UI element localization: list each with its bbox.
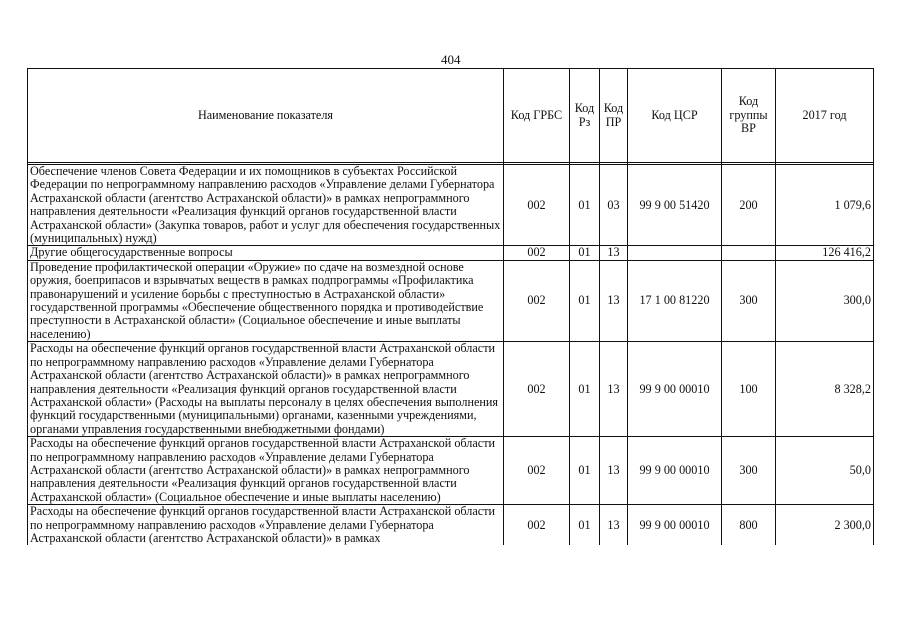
header-csr: Код ЦСР [628, 69, 722, 163]
table-row [28, 165, 874, 246]
page-number: 404 [441, 52, 461, 67]
row-grbs: 002 [504, 165, 570, 246]
table-row [28, 505, 874, 546]
table-row [28, 246, 874, 260]
row-grbs: 002 [504, 342, 570, 437]
row-pr: 03 [600, 165, 628, 246]
row-pr: 13 [600, 246, 628, 260]
row-rz: 01 [570, 505, 600, 546]
row-grbs: 002 [504, 437, 570, 505]
row-rz: 01 [570, 165, 600, 246]
row-pr: 13 [600, 342, 628, 437]
row-vr: 300 [722, 260, 776, 341]
row-name: Расходы на обеспечение функций органов государственной власти Астраханской области по непрограммному направлению расходов «Управление делами Губернатора Астраханской области (агентство Астраханской области)» в рамках непрограммного направления деятельности «Реализация функций органов государственной власти Астраханской области» (Расходы на выплаты персоналу в целях обеспечения выполнения функций государственными (муниципальными) органами, казенными учреждениями, органами управления государственными внебюджетными фондами) [28, 342, 504, 437]
row-amount: 126 416,2 [776, 246, 874, 260]
row-vr: 300 [722, 437, 776, 505]
header-grbs: Код ГРБС [504, 69, 570, 163]
row-pr: 13 [600, 437, 628, 505]
row-amount: 50,0 [776, 437, 874, 505]
row-csr: 99 9 00 51420 [628, 165, 722, 246]
row-vr: 100 [722, 342, 776, 437]
row-csr [628, 246, 722, 260]
row-pr: 13 [600, 260, 628, 341]
header-year: 2017 год [776, 69, 874, 163]
header-pr: Код ПР [600, 69, 628, 163]
row-name: Расходы на обеспечение функций органов государственной власти Астраханской области по непрограммному направлению расходов «Управление делами Губернатора Астраханской области (агентство Астраханской области)» в рамках непрограммного направления деятельности «Реализация функций органов государственной власти Астраханской области» (Социальное обеспечение и иные выплаты населению) [28, 437, 504, 505]
row-amount: 1 079,6 [776, 165, 874, 246]
row-vr: 800 [722, 505, 776, 546]
table-row [28, 260, 874, 341]
row-grbs: 002 [504, 246, 570, 260]
row-amount: 8 328,2 [776, 342, 874, 437]
row-grbs: 002 [504, 260, 570, 341]
table-row [28, 342, 874, 437]
row-csr: 17 1 00 81220 [628, 260, 722, 341]
header-vr: Код группы ВР [722, 69, 776, 163]
header-name: Наименование показателя [28, 69, 504, 163]
header-rz: Код Рз [570, 69, 600, 163]
table-row [28, 437, 874, 505]
row-amount: 2 300,0 [776, 505, 874, 546]
row-rz: 01 [570, 260, 600, 341]
row-csr: 99 9 00 00010 [628, 342, 722, 437]
row-rz: 01 [570, 437, 600, 505]
row-grbs: 002 [504, 505, 570, 546]
budget-table [27, 68, 874, 545]
table-header-row [28, 69, 874, 163]
row-rz: 01 [570, 342, 600, 437]
row-csr: 99 9 00 00010 [628, 437, 722, 505]
row-rz: 01 [570, 246, 600, 260]
row-vr: 200 [722, 165, 776, 246]
row-pr: 13 [600, 505, 628, 546]
row-name: Расходы на обеспечение функций органов государственной власти Астраханской области по непрограммному направлению расходов «Управление делами Губернатора Астраханской области (агентство Астраханской области)» в рамках [28, 505, 504, 546]
row-name: Проведение профилактической операции «Оружие» по сдаче на возмездной основе оружия, боеприпасов и взрывчатых веществ в рамках подпрограммы «Профилактика правонарушений и усиление борьбы с преступностью в Астраханской области» государственной программы «Обеспечение общественного порядка и противодействие преступности в Астраханской области» (Социальное обеспечение и иные выплаты населению) [28, 260, 504, 341]
row-name: Обеспечение членов Совета Федерации и их помощников в субъектах Российской Федерации по непрограммному направлению расходов «Управление делами Губернатора Астраханской области (агентство Астраханской области)» в рамках непрограммного направления деятельности «Реализация функций органов государственной власти Астраханской области» (Закупка товаров, работ и услуг для обеспечения государственных (муниципальных) нужд) [28, 165, 504, 246]
row-amount: 300,0 [776, 260, 874, 341]
row-name: Другие общегосударственные вопросы [28, 246, 504, 260]
row-csr: 99 9 00 00010 [628, 505, 722, 546]
row-vr [722, 246, 776, 260]
